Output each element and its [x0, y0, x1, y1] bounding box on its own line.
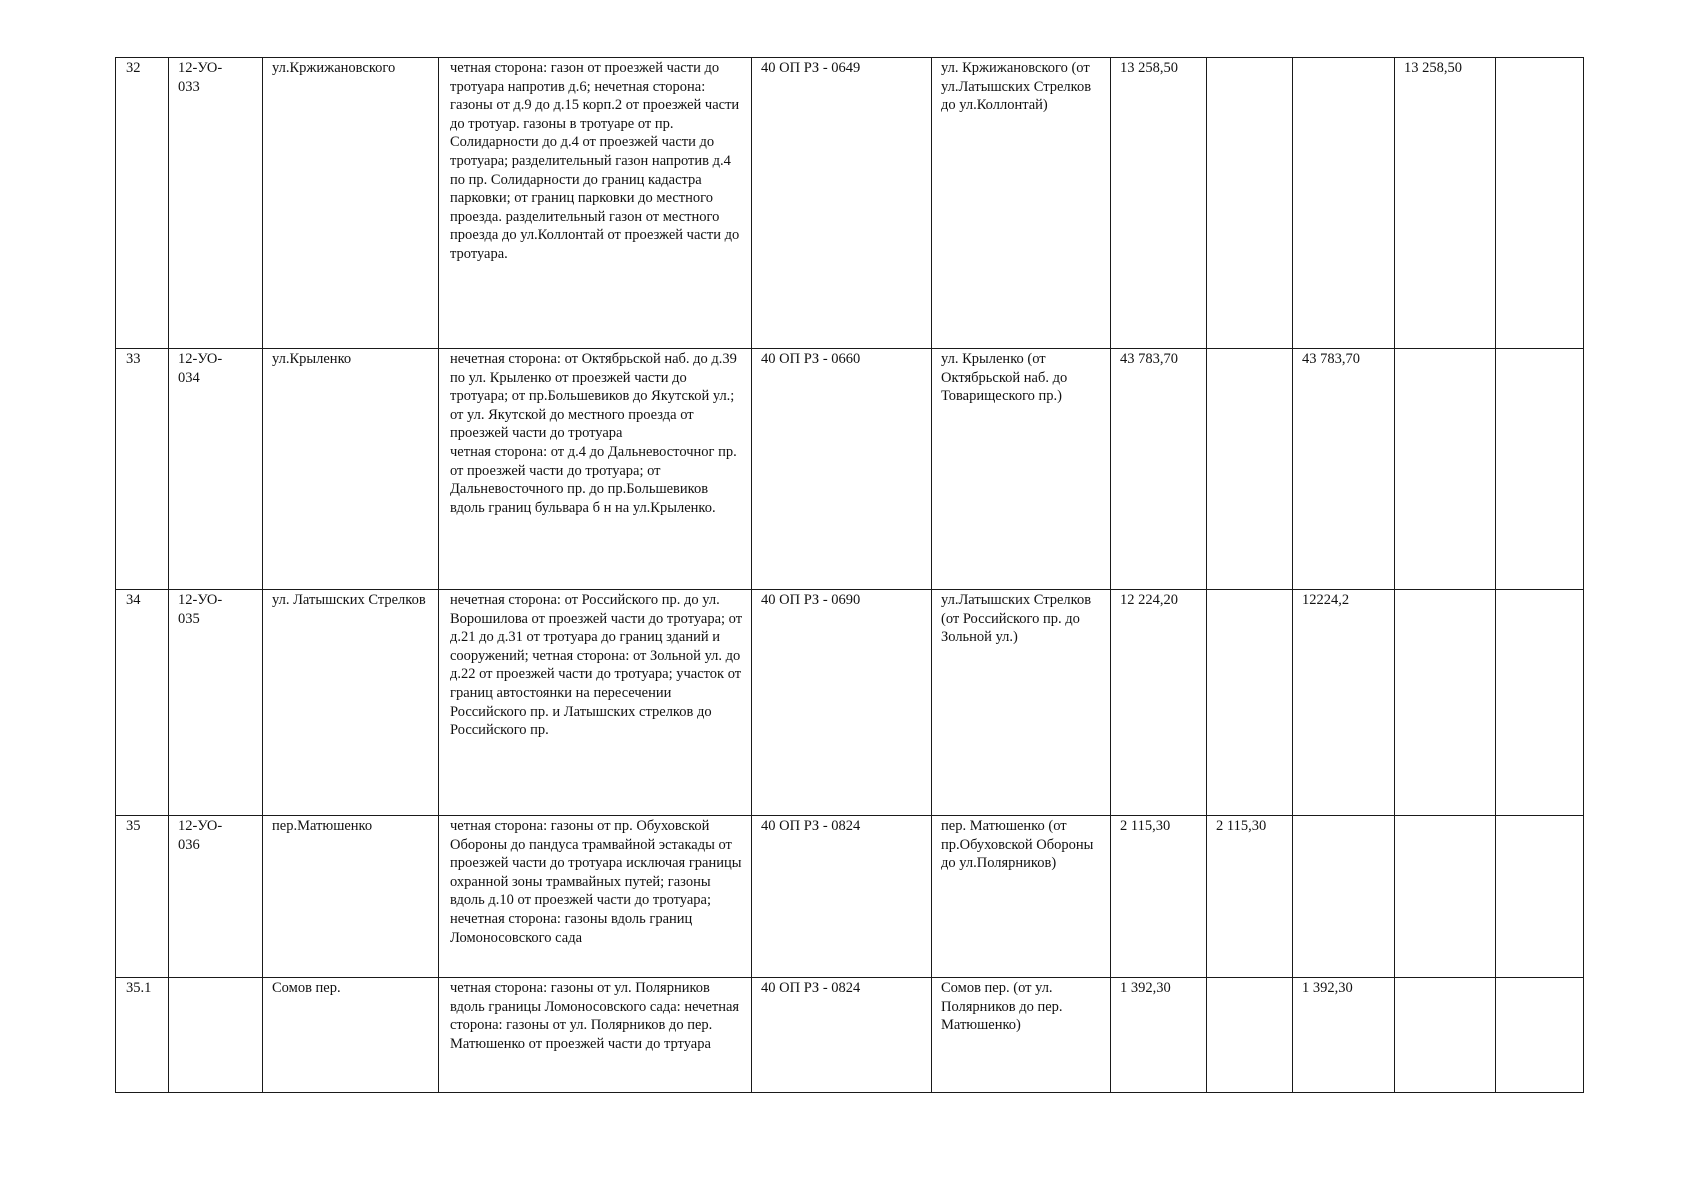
area-cell: 2 115,30: [1207, 816, 1293, 978]
row-number: 34: [116, 590, 169, 816]
area-cell: [1207, 349, 1293, 590]
road-name: Сомов пер. (от ул. Полярников до пер. Матюшенко): [932, 978, 1111, 1093]
area-cell: [1496, 590, 1584, 816]
area-description: четная сторона: газоны от пр. Обуховской Обороны до пандуса трамвайной эстакады от проезжей части до тротуара исключая границы охранной зоны трамвайных путей; газоны вдоль д.10 от проезжей части до тротуара; нечетная сторона: газоны вдоль границ Ломоносовского сада: [439, 816, 752, 978]
road-name: ул. Крыленко (от Октябрьской наб. до Товарищеского пр.): [932, 349, 1111, 590]
street-name: ул.Кржижановского: [263, 58, 439, 349]
road-id: 40 ОП РЗ - 0690: [752, 590, 932, 816]
road-id: 40 ОП РЗ - 0824: [752, 816, 932, 978]
row-number: 32: [116, 58, 169, 349]
area-description: четная сторона: газоны от ул. Полярников вдоль границы Ломоносовского сада: нечетная сторона: газоны от ул. Полярников до пер. Матюшенко от проезжей части до тртуара: [439, 978, 752, 1093]
object-code: 12-УО- 034: [169, 349, 263, 590]
area-description: четная сторона: газон от проезжей части до тротуара напротив д.6; нечетная сторона: газоны от д.9 до д.15 корп.2 от проезжей части до тротуар. газоны в тротуаре от пр. Солидарности до д.4 от проезжей части до тротуара; разделительный газон напротив д.4 по пр. Солидарности до границ кадастра парковки; от границ парковки до местного проезда. разделительный газон от местного проезда до ул.Коллонтай от проезжей части до тротуара.: [439, 58, 752, 349]
total-area: 12 224,20: [1111, 590, 1207, 816]
area-cell: [1395, 816, 1496, 978]
road-name: пер. Матюшенко (от пр.Обуховской Обороны до ул.Полярников): [932, 816, 1111, 978]
total-area: 1 392,30: [1111, 978, 1207, 1093]
area-cell: [1496, 58, 1584, 349]
total-area: 43 783,70: [1111, 349, 1207, 590]
area-cell: 13 258,50: [1395, 58, 1496, 349]
table-row: [116, 58, 1584, 349]
object-code: 12-УО- 035: [169, 590, 263, 816]
total-area: 13 258,50: [1111, 58, 1207, 349]
row-number: 33: [116, 349, 169, 590]
table-row: [116, 590, 1584, 816]
area-cell: 12224,2: [1293, 590, 1395, 816]
road-id: 40 ОП РЗ - 0660: [752, 349, 932, 590]
area-cell: [1293, 58, 1395, 349]
total-area: 2 115,30: [1111, 816, 1207, 978]
row-number: 35: [116, 816, 169, 978]
document-table: [115, 57, 1584, 1093]
table-row: [116, 816, 1584, 978]
area-cell: [1395, 978, 1496, 1093]
row-number: 35.1: [116, 978, 169, 1093]
area-cell: [1207, 978, 1293, 1093]
area-cell: [1496, 816, 1584, 978]
object-code: 12-УО- 036: [169, 816, 263, 978]
street-name: Сомов пер.: [263, 978, 439, 1093]
road-id: 40 ОП РЗ - 0824: [752, 978, 932, 1093]
area-description: нечетная сторона: от Российского пр. до ул. Ворошилова от проезжей части до тротуара; от д.21 до д.31 от тротуара до границ зданий и сооружений; четная сторона: от Зольной ул. до д.22 от проезжей части до тротуара; участок от границ автостоянки на пересечении Российского пр. и Латышских стрелков до Российского пр.: [439, 590, 752, 816]
area-cell: [1395, 590, 1496, 816]
area-cell: [1293, 816, 1395, 978]
object-code: [169, 978, 263, 1093]
area-cell: [1496, 349, 1584, 590]
area-cell: 1 392,30: [1293, 978, 1395, 1093]
road-name: ул. Кржижановского (от ул.Латышских Стрелков до ул.Коллонтай): [932, 58, 1111, 349]
area-description: нечетная сторона: от Октябрьской наб. до д.39 по ул. Крыленко от проезжей части до тротуара; от пр.Большевиков до Якутской ул.; от ул. Якутской до местного проезда от проезжей части до тротуара четная сторона: от д.4 до Дальневосточног пр. от проезжей части до тротуара; от Дальневосточного пр. до пр.Большевиков вдоль границ бульвара б н на ул.Крыленко.: [439, 349, 752, 590]
area-cell: [1395, 349, 1496, 590]
street-name: пер.Матюшенко: [263, 816, 439, 978]
table-row: [116, 978, 1584, 1093]
area-cell: [1496, 978, 1584, 1093]
street-name: ул.Крыленко: [263, 349, 439, 590]
table-row: [116, 349, 1584, 590]
area-cell: [1207, 590, 1293, 816]
road-name: ул.Латышских Стрелков (от Российского пр. до Зольной ул.): [932, 590, 1111, 816]
area-cell: 43 783,70: [1293, 349, 1395, 590]
area-cell: [1207, 58, 1293, 349]
road-id: 40 ОП РЗ - 0649: [752, 58, 932, 349]
object-code: 12-УО- 033: [169, 58, 263, 349]
street-name: ул. Латышских Стрелков: [263, 590, 439, 816]
